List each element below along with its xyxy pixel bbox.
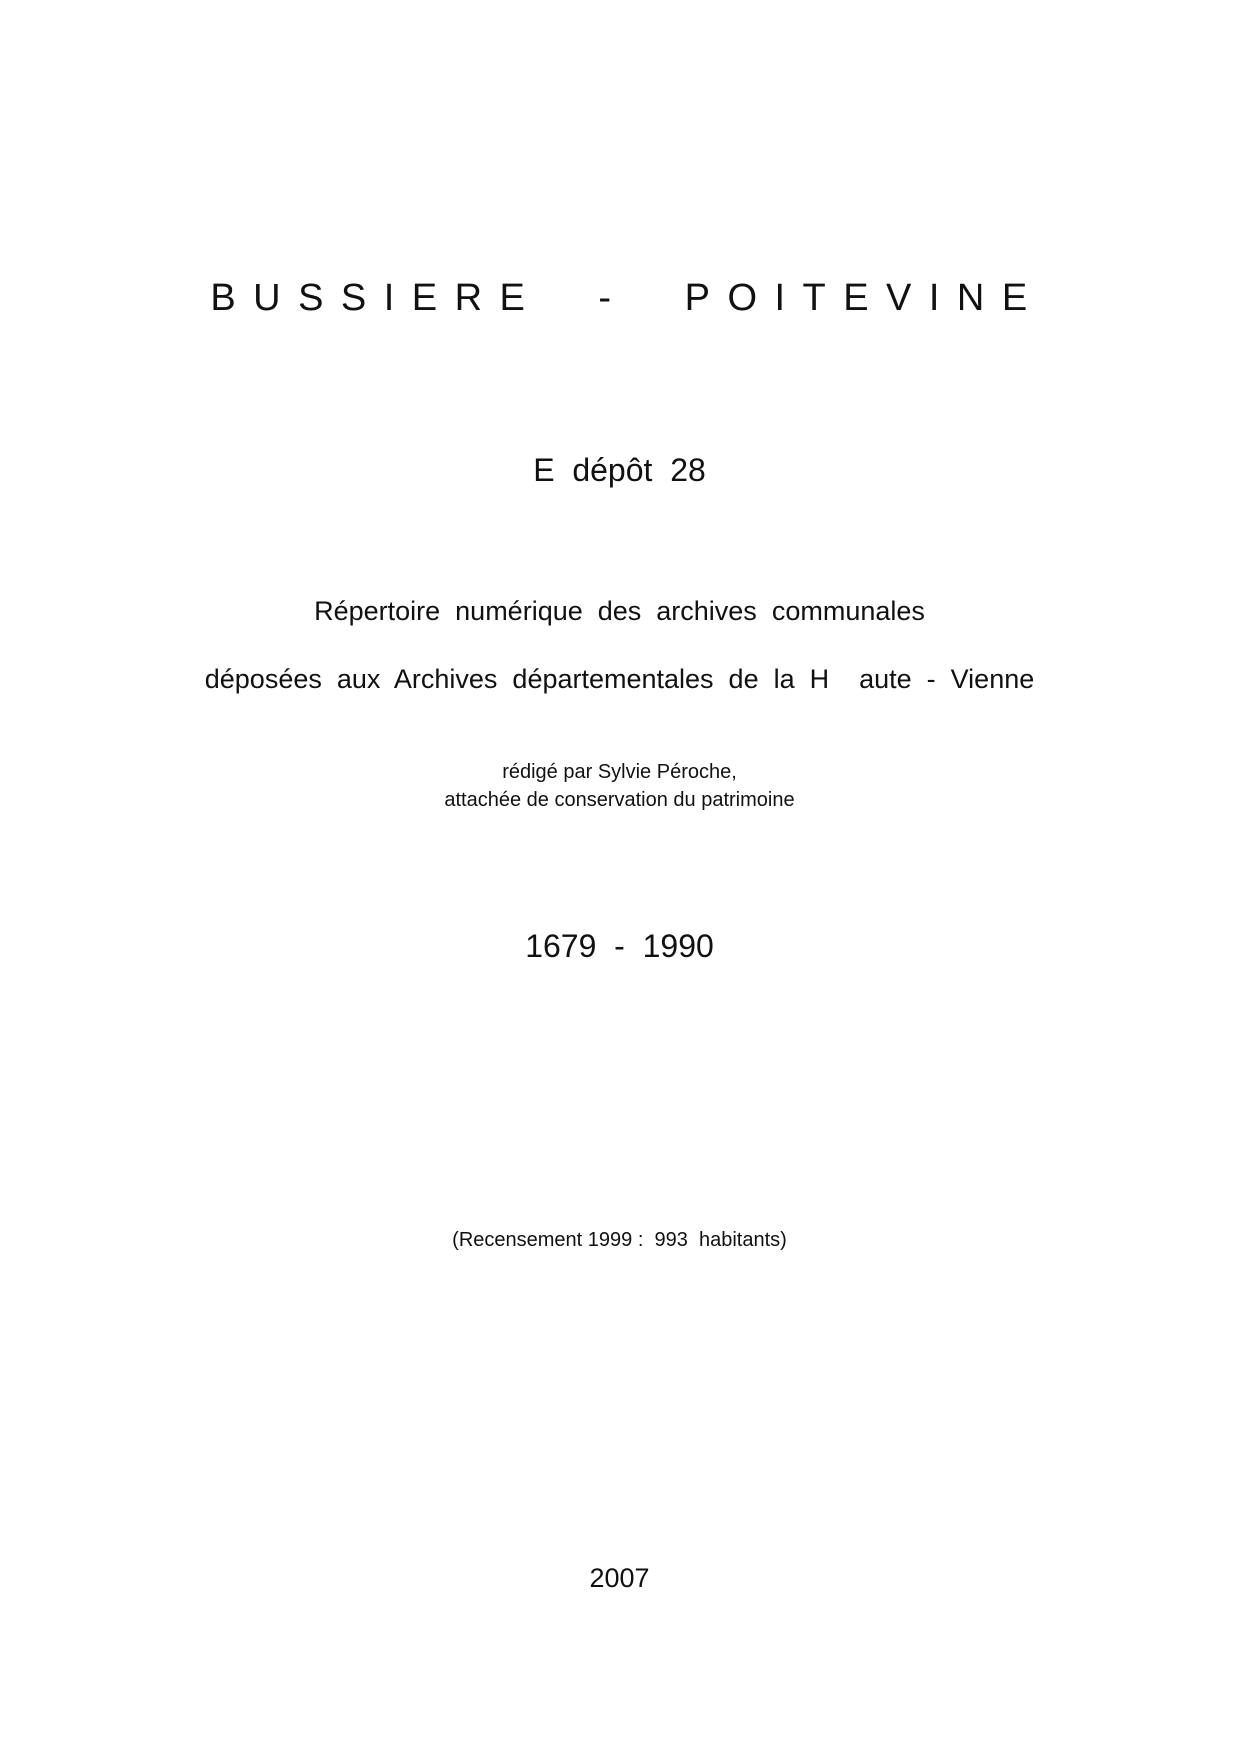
document-title: BUSSIERE - POITEVINE (210, 277, 1045, 319)
date-range: 1679 - 1990 (525, 928, 714, 964)
archive-code: E dépôt 28 (533, 452, 706, 488)
census-note: (Recensement 1999 : 993 habitants) (452, 1229, 787, 1251)
author-line-2: attachée de conservation du patrimoine (444, 789, 795, 811)
author-line-1: rédigé par Sylvie Péroche, (502, 761, 737, 783)
publication-year: 2007 (589, 1563, 650, 1593)
subtitle-line-2: déposées aux Archives départementales de la H aute - Vienne (204, 664, 1035, 694)
subtitle-line-1: Répertoire numérique des archives communales (314, 596, 925, 626)
